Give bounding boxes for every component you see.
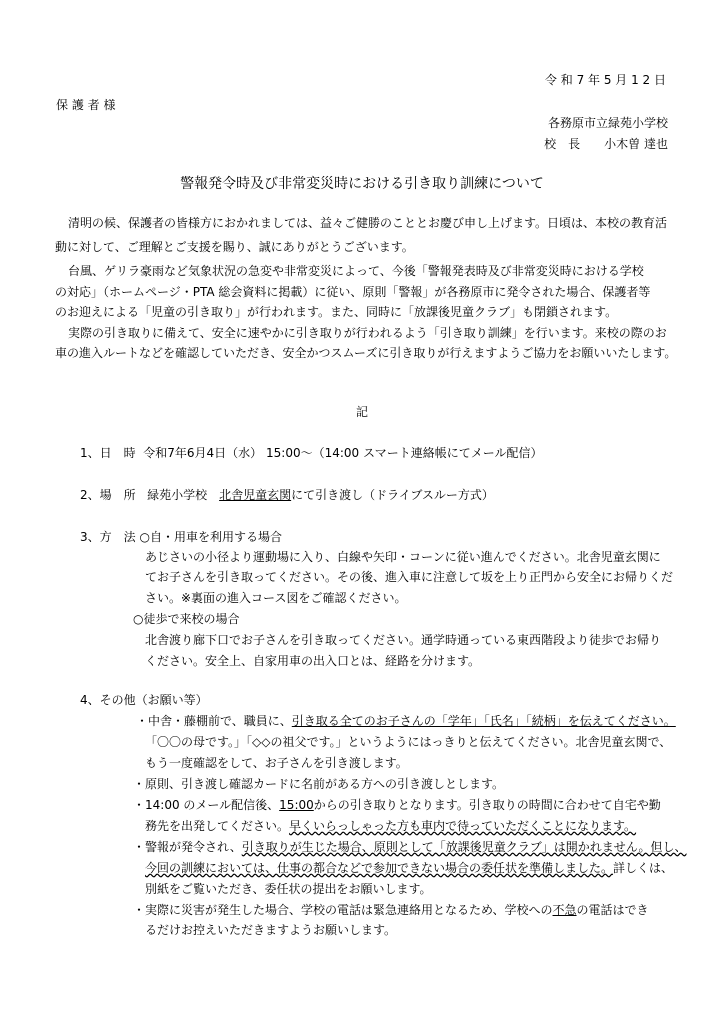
- note-4-line2-b: 詳しくは、: [613, 861, 674, 875]
- principal-name: 校 長 小木曽 達也: [544, 137, 668, 151]
- school-name: 各務原市立緑苑小学校: [547, 116, 668, 130]
- item-other-label: 4、その他（お願い等）: [80, 693, 208, 707]
- note-1: [136, 713, 676, 729]
- recipient: 保 護 者 様: [56, 98, 116, 112]
- note-3-a: ・14:00 のメール配信後、: [133, 798, 280, 812]
- note-3-c: からの引き取りとなります。引き取りの時間に合わせて自宅や勤: [313, 798, 661, 812]
- car-line: さい。※裏面の進入コース図をご確認ください。: [145, 591, 407, 605]
- note-4-line3: 別紙をご覧いただき、委任状の提出をお願いします。: [145, 882, 432, 896]
- note-3-line2-a: 務先を出発してください。: [145, 819, 290, 833]
- intro-line: 実際の引き取りに備えて、安全に速やかに引き取りが行われるよう「引き取り訓練」を行います。来校の際のお: [68, 326, 667, 340]
- intro-line: 車の進入ルートなどを確認していただき、安全かつスムーズに引き取りが行えますようご協力をお願いいたします。: [55, 346, 677, 360]
- note-5-line2: るだけお控えいただきますようお願いします。: [145, 923, 397, 937]
- intro-line: 動に対して、ご理解とご支援を賜り、誠にありがとうございます。: [55, 240, 414, 254]
- note-4-a: ・警報が発令され、: [133, 840, 242, 854]
- note-1-line3: もう一度確認をして、お子さんを引き渡します。: [145, 756, 408, 770]
- car-line: てお子さんを引き取ってください。その後、進入車に注意して坂を上り正門から安全にお帰りくだ: [145, 570, 674, 584]
- walk-line: ください。安全上、自家用車の出入口とは、経路を分けます。: [145, 654, 481, 668]
- car-heading: ○自・用車を利用する場合: [139, 530, 282, 544]
- note-4-line2: [145, 860, 673, 876]
- walk-line: 北舎渡り廊下口でお子さんを引き取ってください。通学時通っている東西階段より徒歩でお帰り: [145, 633, 662, 647]
- note-5: [133, 902, 649, 918]
- page-title: 警報発令時及び非常変災時における引き取り訓練について: [180, 176, 544, 192]
- note-4-line2-a: 今回の訓練においては、仕事の都合などで参加できない場合の委任状を準備しました。: [145, 861, 614, 875]
- item-method-label: 3、方 法: [80, 530, 136, 544]
- item-method: [80, 529, 282, 545]
- note-1-b: 引き取る全てのお子さんの「学年」「氏名」「続柄」を伝えてください。: [291, 714, 676, 728]
- item-place-text-b: 北舎児童玄関: [219, 488, 292, 502]
- note-4: [133, 839, 686, 855]
- note-1-a: ・中舎・藤棚前で、職員に、: [136, 714, 292, 728]
- intro-line: のお迎えによる「児童の引き取り」が行われます。また、同時に「放課後児童クラブ」も閉鎖されます。: [55, 305, 618, 319]
- note-5-c: の電話はでき: [576, 903, 649, 917]
- note-4-b: 引き取りが生じた場合、原則として「放課後児童クラブ」は開かれません。但し、: [241, 840, 687, 854]
- item-date-label: 1、日 時: [80, 446, 136, 460]
- intro-line: 台風、ゲリラ豪雨など気象状況の急変や非常変災によって、今後「警報発表時及び非常変災時における学校: [68, 264, 644, 278]
- note-5-a: ・実際に災害が発生した場合、学校の電話は緊急連絡用となるため、学校への: [133, 903, 553, 917]
- walk-heading: ○徒歩で来校の場合: [133, 612, 240, 626]
- item-place-text-c: にて引き渡し（ドライブスルー方式）: [291, 488, 494, 502]
- date: 令 和 7 年 5 月 1 2 日: [544, 73, 666, 87]
- note-3-line2-b: 早くいらっしゃった方も車内で待っていただくことになります。: [289, 819, 637, 833]
- note-3-b: 15:00: [279, 798, 314, 812]
- note-3: [133, 797, 661, 813]
- item-place-text-a: 緑苑小学校: [147, 488, 220, 502]
- item-date: [80, 445, 543, 461]
- item-place: [80, 487, 494, 503]
- note-3-line2: [145, 818, 636, 834]
- intro-line: 清明の候、保護者の皆様方におかれましては、益々ご健勝のこととお慶び申し上げます。日頃は、本校の教育活: [68, 216, 668, 230]
- item-date-text: 令和7年6月4日（水） 15:00～（14:00 スマート連絡帳にてメール配信）: [143, 446, 543, 460]
- item-place-label: 2、場 所: [80, 488, 136, 502]
- car-line: あじさいの小径より運動場に入り、白線や矢印・コーンに従い進んでください。北舎児童玄関に: [145, 550, 661, 564]
- note-2: ・原則、引き渡し確認カードに名前がある方への引き渡しとします。: [133, 777, 505, 791]
- note-1-line2: 「〇〇の母です。」「◇◇の祖父です。」というようにはっきりと伝えてください。北舎児童玄関で、: [145, 735, 672, 749]
- intro-line: の対応」（ホームページ・PTA 総会資料に掲載）に従い、原則「警報」が各務原市に発令された場合、保護者等: [55, 285, 651, 299]
- ki-heading: 記: [355, 405, 368, 419]
- note-5-b: 不急: [552, 903, 577, 917]
